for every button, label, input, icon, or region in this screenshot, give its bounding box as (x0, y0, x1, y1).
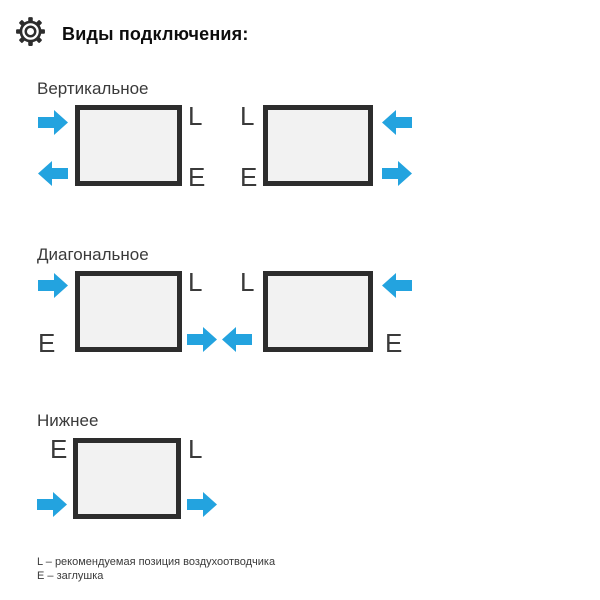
inlet-arrow-icon (37, 492, 67, 517)
radiator-box (263, 105, 373, 186)
port-letter-L: L (240, 267, 255, 297)
radiator-box (75, 105, 182, 186)
port-letter-L: L (188, 267, 203, 297)
inlet-arrow-icon (382, 273, 412, 298)
outlet-arrow-icon (38, 161, 68, 186)
gear-icon (14, 15, 47, 48)
radiator-box (73, 438, 181, 519)
outlet-arrow-icon (382, 161, 412, 186)
port-letter-L: L (188, 101, 203, 131)
radiator-box (75, 271, 182, 352)
port-letter-E: E (240, 162, 258, 192)
port-letter-E: E (50, 434, 68, 464)
port-letter-E: E (188, 162, 206, 192)
port-letter-E: E (385, 328, 403, 358)
inlet-arrow-icon (38, 110, 68, 135)
radiator-box (263, 271, 373, 352)
outlet-arrow-icon (187, 327, 217, 352)
outlet-arrow-icon (187, 492, 217, 517)
section-label-diagonal: Диагональное (37, 245, 149, 264)
inlet-arrow-icon (38, 273, 68, 298)
legend (37, 555, 275, 583)
port-letter-E: E (38, 328, 56, 358)
port-letter-L: L (240, 101, 255, 131)
section-label-bottom: Нижнее (37, 411, 99, 430)
port-letter-L: L (188, 434, 203, 464)
outlet-arrow-icon (222, 327, 252, 352)
legend-line-L: L – рекомендуемая позиция воздухоотводчика (37, 556, 276, 568)
legend-line-E: E – заглушка (37, 570, 104, 582)
inlet-arrow-icon (382, 110, 412, 135)
page-title: Виды подключения: (62, 24, 249, 44)
section-label-vertical: Вертикальное (37, 79, 149, 98)
